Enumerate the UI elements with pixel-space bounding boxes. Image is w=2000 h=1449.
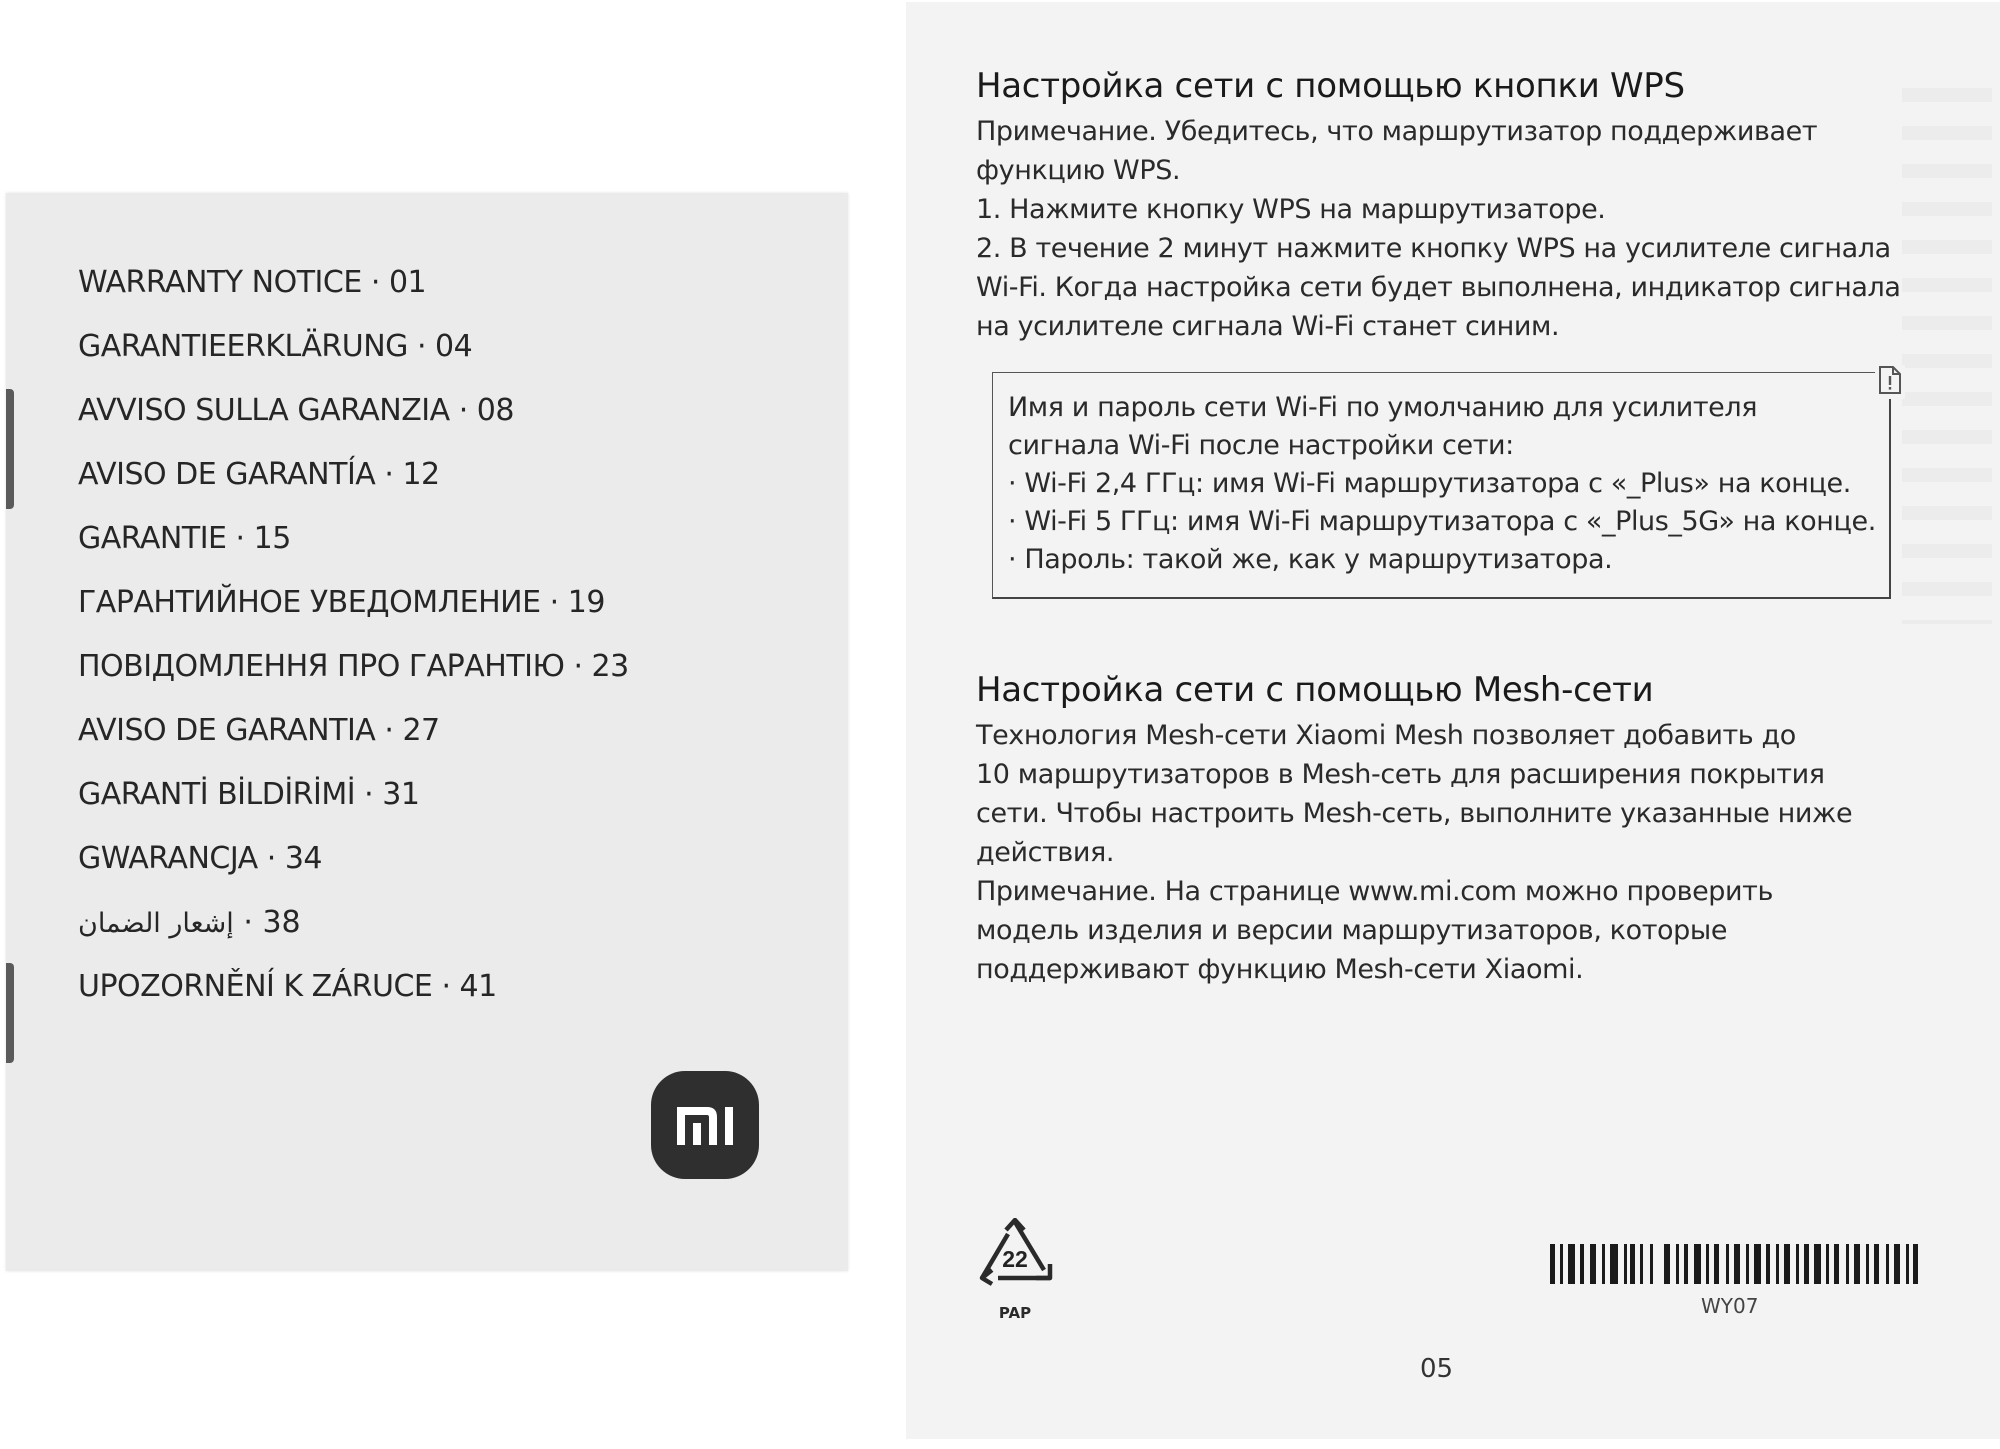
toc-item: GARANTIE · 15: [78, 521, 291, 556]
wps-heading: Настройка сети с помощью кнопки WPS: [976, 66, 1685, 106]
toc-item: UPOZORNĚNÍ K ZÁRUCE · 41: [78, 969, 497, 1004]
recycle-triangle-icon: [970, 1218, 1060, 1322]
toc-item: GARANTIEERKLÄRUNG · 04: [78, 329, 473, 364]
note-line: Имя и пароль сети Wi-Fi по умолчанию для усилителя: [1008, 392, 1758, 423]
toc-item: ПОВІДОМЛЕННЯ ПРО ГАРАНТІЮ · 23: [78, 649, 629, 684]
toc-item: AVVISO SULLA GARANZIA · 08: [78, 393, 514, 428]
booklet-spine-edge: [6, 389, 14, 509]
toc-item: WARRANTY NOTICE · 01: [78, 265, 427, 300]
mi-logo-icon: [651, 1071, 759, 1179]
wifi-default-note-box: [992, 372, 1891, 599]
mesh-line: модель изделия и версии маршрутизаторов, которые: [976, 915, 1728, 946]
wps-line: 1. Нажмите кнопку WPS на маршрутизаторе.: [976, 194, 1606, 225]
barcode-label: WY07: [1701, 1294, 1759, 1318]
warranty-booklet-cover: [6, 193, 848, 1271]
note-info-icon: [1875, 365, 1905, 399]
mesh-section: [976, 670, 1976, 989]
barcode-icon: [1550, 1244, 1920, 1284]
booklet-spine-edge: [6, 963, 14, 1063]
mesh-line: действия.: [976, 837, 1115, 868]
wps-section: [976, 66, 1976, 346]
wps-line: Примечание. Убедитесь, что маршрутизатор поддерживает: [976, 116, 1818, 147]
wps-line: функцию WPS.: [976, 155, 1181, 186]
recycle-number: 22: [1002, 1246, 1028, 1272]
toc-item: GARANTİ BİLDİRİMİ · 31: [78, 777, 420, 812]
note-line: сигнала Wi-Fi после настройки сети:: [1008, 430, 1514, 461]
toc-item: AVISO DE GARANTIA · 27: [78, 713, 440, 748]
toc-item: ГАРАНТИЙНОЕ УВЕДОМЛЕНИЕ · 19: [78, 585, 605, 620]
mesh-line: поддерживают функцию Mesh-сети Xiaomi.: [976, 954, 1584, 985]
mesh-heading: Настройка сети с помощью Mesh-сети: [976, 670, 1654, 710]
note-line: · Wi-Fi 2,4 ГГц: имя Wi-Fi маршрутизатора с «_Plus» на конце.: [1008, 468, 1851, 499]
mesh-line: Технология Mesh-сети Xiaomi Mesh позволяет добавить до: [976, 720, 1796, 751]
mi-logo-glyph: [673, 1103, 737, 1147]
page-number: 05: [1420, 1354, 1454, 1384]
table-of-contents: [78, 251, 629, 1019]
note-line: · Пароль: такой же, как у маршрутизатора.: [1008, 544, 1613, 575]
mesh-line: Примечание. На странице www.mi.com можно проверить: [976, 876, 1774, 907]
mesh-line: 10 маршрутизаторов в Mesh-сеть для расширения покрытия: [976, 759, 1825, 790]
toc-item: GWARANCJA · 34: [78, 841, 323, 876]
note-line: · Wi-Fi 5 ГГц: имя Wi-Fi маршрутизатора с «_Plus_5G» на конце.: [1008, 506, 1876, 537]
toc-item: إشعار الضمان · 38: [78, 905, 301, 940]
wps-line: Wi-Fi. Когда настройка сети будет выполнена, индикатор сигнала: [976, 272, 1901, 303]
manual-page: [906, 2, 2000, 1439]
toc-item: AVISO DE GARANTÍA · 12: [78, 457, 440, 492]
mesh-line: сети. Чтобы настроить Mesh-сеть, выполните указанные ниже: [976, 798, 1853, 829]
wps-line: 2. В течение 2 минут нажмите кнопку WPS на усилителе сигнала: [976, 233, 1891, 264]
wps-line: на усилителе сигнала Wi-Fi станет синим.: [976, 311, 1560, 342]
recycle-label: PAP: [998, 1304, 1032, 1322]
